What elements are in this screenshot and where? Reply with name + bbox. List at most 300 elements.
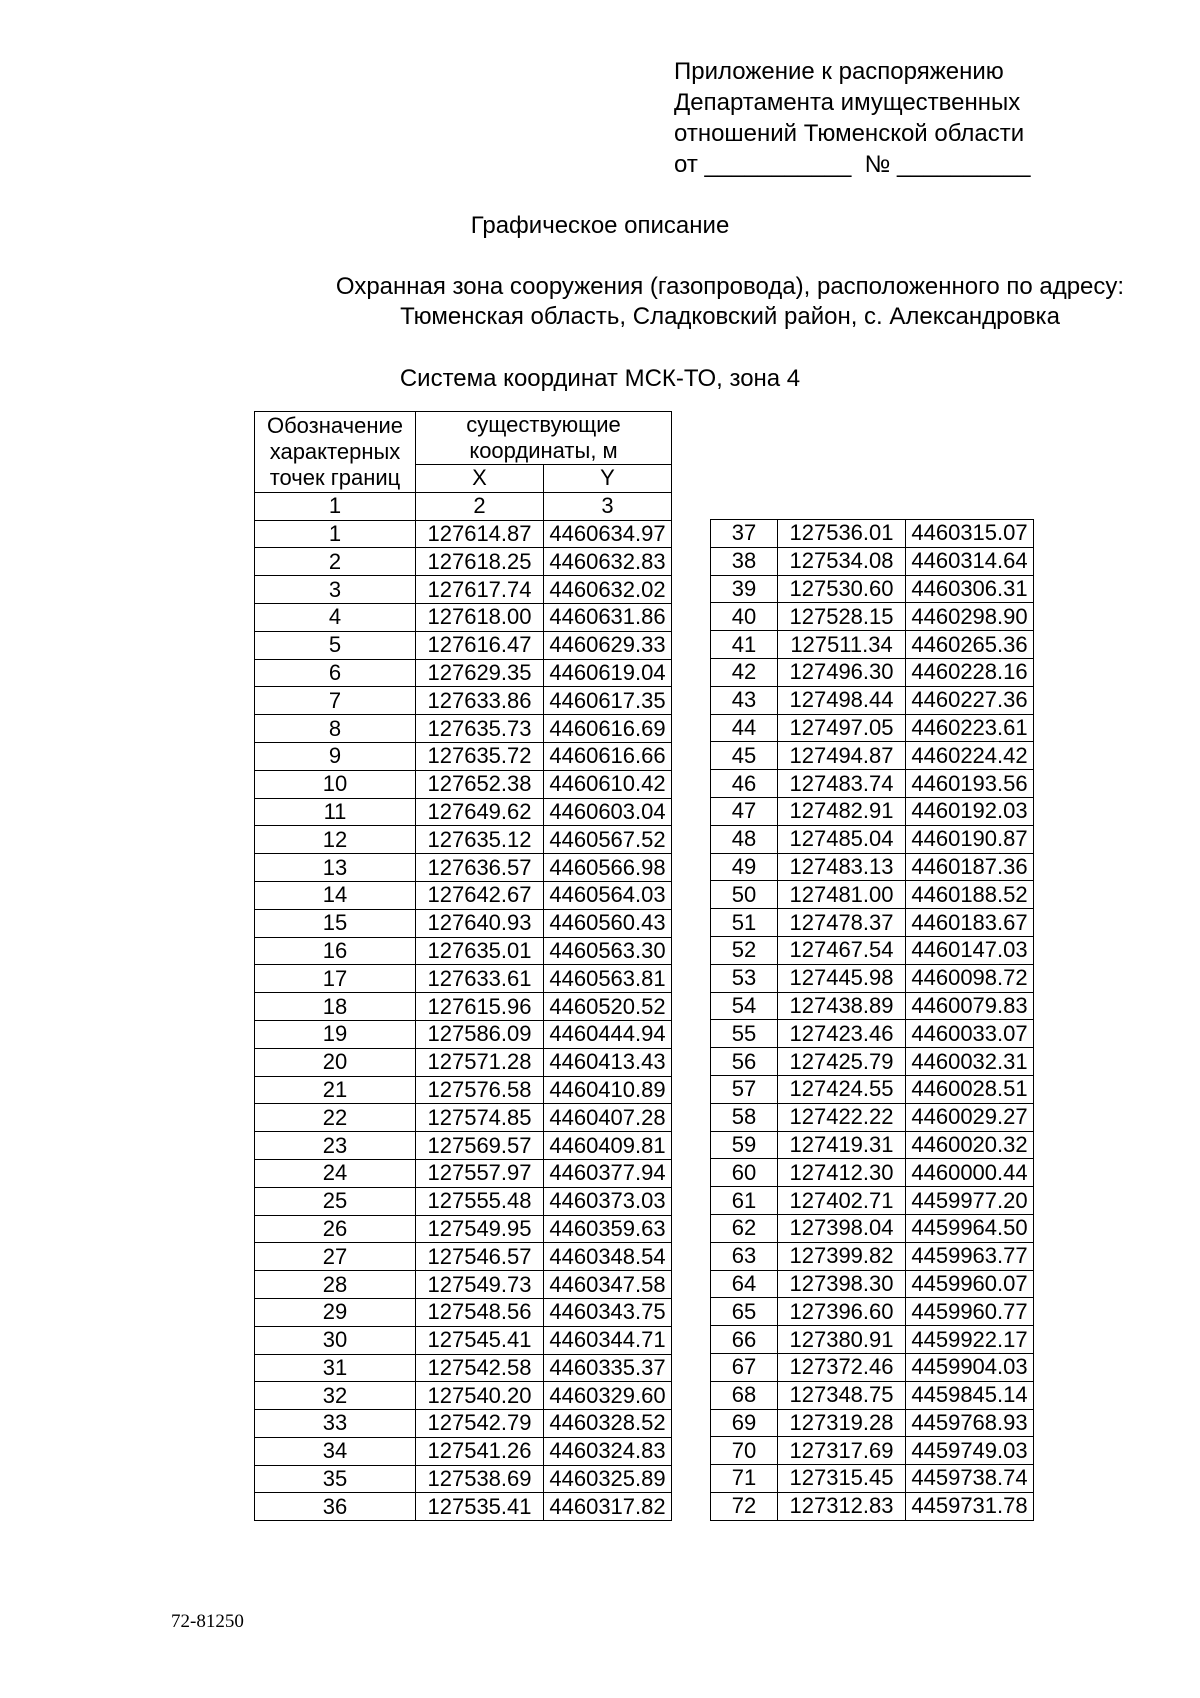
table-row [255, 965, 672, 993]
table-row [255, 798, 672, 826]
table-row [711, 1437, 1034, 1465]
table-row [711, 686, 1034, 714]
x-coordinate: 127485.04 [778, 825, 906, 853]
point-number: 21 [255, 1076, 416, 1104]
x-coordinate: 127545.41 [416, 1326, 544, 1354]
point-number: 52 [711, 936, 778, 964]
table-row [711, 797, 1034, 825]
table-row [255, 1104, 672, 1132]
table-row [255, 1243, 672, 1271]
appendix-header [674, 56, 1031, 180]
point-number: 38 [711, 547, 778, 575]
point-number: 22 [255, 1104, 416, 1132]
table-row [255, 603, 672, 631]
y-coordinate: 4460029.27 [906, 1103, 1034, 1131]
x-coordinate: 127555.48 [416, 1187, 544, 1215]
table-row [255, 687, 672, 715]
y-coordinate: 4459960.77 [906, 1298, 1034, 1326]
y-coordinate: 4460314.64 [906, 547, 1034, 575]
table-row [255, 631, 672, 659]
x-coordinate: 127542.58 [416, 1354, 544, 1382]
header-text: Обозначение [266, 412, 404, 438]
x-coordinate: 127528.15 [778, 603, 906, 631]
table-row [711, 1131, 1034, 1159]
header-line: Департамента имущественных [674, 89, 1021, 116]
point-number: 10 [255, 770, 416, 798]
x-coordinate: 127424.55 [778, 1075, 906, 1103]
y-coordinate: 4460520.52 [544, 993, 672, 1021]
point-number: 1 [255, 520, 416, 548]
x-coordinate: 127576.58 [416, 1076, 544, 1104]
table-row [711, 631, 1034, 659]
point-number: 51 [711, 909, 778, 937]
x-coordinate: 127618.00 [416, 603, 544, 631]
document-title: Графическое описание [470, 212, 730, 239]
point-number: 27 [255, 1243, 416, 1271]
y-coordinate: 4460227.36 [906, 686, 1034, 714]
point-number: 72 [711, 1492, 778, 1520]
x-coordinate: 127640.93 [416, 909, 544, 937]
table-row [711, 1020, 1034, 1048]
point-number: 44 [711, 714, 778, 742]
y-coordinate: 4460000.44 [906, 1159, 1034, 1187]
table-row [711, 1214, 1034, 1242]
y-coordinate: 4460147.03 [906, 936, 1034, 964]
y-coordinate: 4460632.83 [544, 548, 672, 576]
x-coordinate: 127616.47 [416, 631, 544, 659]
col-number: 2 [416, 492, 544, 520]
point-number: 37 [711, 520, 778, 548]
y-coordinate: 4460188.52 [906, 881, 1034, 909]
table-body-right [711, 520, 1034, 1521]
x-coordinate: 127399.82 [778, 1242, 906, 1270]
y-coordinate: 4460619.04 [544, 659, 672, 687]
x-coordinate: 127571.28 [416, 1048, 544, 1076]
x-coordinate: 127412.30 [778, 1159, 906, 1187]
x-coordinate: 127467.54 [778, 936, 906, 964]
table-row [255, 1382, 672, 1410]
table-row [255, 1298, 672, 1326]
table-row [711, 1298, 1034, 1326]
y-coordinate: 4460373.03 [544, 1187, 672, 1215]
y-coordinate: 4460228.16 [906, 658, 1034, 686]
table-row [255, 1132, 672, 1160]
table-row [255, 881, 672, 909]
header-coordinates [416, 412, 672, 465]
y-coordinate: 4459922.17 [906, 1326, 1034, 1354]
header-point-designation [255, 412, 416, 493]
y-coordinate: 4460348.54 [544, 1243, 672, 1271]
table-row [711, 1270, 1034, 1298]
y-coordinate: 4460359.63 [544, 1215, 672, 1243]
y-coordinate: 4460377.94 [544, 1159, 672, 1187]
table-row [711, 1465, 1034, 1493]
point-number: 57 [711, 1075, 778, 1103]
y-coordinate: 4460563.30 [544, 937, 672, 965]
table-row [255, 1437, 672, 1465]
x-coordinate: 127652.38 [416, 770, 544, 798]
y-coordinate: 4460616.69 [544, 715, 672, 743]
point-number: 25 [255, 1187, 416, 1215]
table-row [255, 742, 672, 770]
table-row [255, 1020, 672, 1048]
x-coordinate: 127635.72 [416, 742, 544, 770]
point-number: 31 [255, 1354, 416, 1382]
table-row [255, 520, 672, 548]
point-number: 60 [711, 1159, 778, 1187]
point-number: 50 [711, 881, 778, 909]
point-number: 14 [255, 881, 416, 909]
table-row [711, 936, 1034, 964]
table-row [255, 1354, 672, 1382]
point-number: 48 [711, 825, 778, 853]
table-row [711, 1103, 1034, 1131]
point-number: 29 [255, 1298, 416, 1326]
x-coordinate: 127494.87 [778, 742, 906, 770]
table-row [255, 909, 672, 937]
header-line: Приложение к распоряжению [674, 58, 1004, 85]
header-text: координаты, м [469, 438, 618, 463]
x-coordinate: 127497.05 [778, 714, 906, 742]
x-coordinate: 127478.37 [778, 909, 906, 937]
y-coordinate: 4459904.03 [906, 1353, 1034, 1381]
table-row [711, 825, 1034, 853]
y-coordinate: 4460616.66 [544, 742, 672, 770]
y-coordinate: 4460079.83 [906, 992, 1034, 1020]
y-coordinate: 4460032.31 [906, 1048, 1034, 1076]
x-coordinate: 127535.41 [416, 1493, 544, 1521]
x-coordinate: 127642.67 [416, 881, 544, 909]
y-coordinate: 4459963.77 [906, 1242, 1034, 1270]
point-number: 5 [255, 631, 416, 659]
point-number: 32 [255, 1382, 416, 1410]
y-coordinate: 4460617.35 [544, 687, 672, 715]
y-coordinate: 4460306.31 [906, 575, 1034, 603]
x-coordinate: 127633.61 [416, 965, 544, 993]
x-coordinate: 127541.26 [416, 1437, 544, 1465]
x-coordinate: 127617.74 [416, 576, 544, 604]
point-number: 66 [711, 1326, 778, 1354]
x-coordinate: 127422.22 [778, 1103, 906, 1131]
point-number: 7 [255, 687, 416, 715]
y-coordinate: 4460343.75 [544, 1298, 672, 1326]
y-coordinate: 4459731.78 [906, 1492, 1034, 1520]
x-coordinate: 127402.71 [778, 1187, 906, 1215]
header-line: от ___________ № __________ [674, 151, 1031, 178]
table-row [255, 1048, 672, 1076]
point-number: 47 [711, 797, 778, 825]
table-row [711, 658, 1034, 686]
point-number: 43 [711, 686, 778, 714]
y-coordinate: 4460413.43 [544, 1048, 672, 1076]
table-row [255, 1465, 672, 1493]
x-coordinate: 127319.28 [778, 1409, 906, 1437]
x-coordinate: 127481.00 [778, 881, 906, 909]
point-number: 34 [255, 1437, 416, 1465]
point-number: 20 [255, 1048, 416, 1076]
x-coordinate: 127419.31 [778, 1131, 906, 1159]
table-row [255, 659, 672, 687]
point-number: 3 [255, 576, 416, 604]
point-number: 8 [255, 715, 416, 743]
y-coordinate: 4459845.14 [906, 1381, 1034, 1409]
header-x: X [416, 465, 544, 493]
y-coordinate: 4460190.87 [906, 825, 1034, 853]
x-coordinate: 127549.73 [416, 1271, 544, 1299]
y-coordinate: 4460028.51 [906, 1075, 1034, 1103]
x-coordinate: 127398.04 [778, 1214, 906, 1242]
table-row [711, 1048, 1034, 1076]
point-number: 62 [711, 1214, 778, 1242]
table-row [711, 964, 1034, 992]
point-number: 53 [711, 964, 778, 992]
point-number: 39 [711, 575, 778, 603]
table-row [255, 1215, 672, 1243]
table-row [711, 575, 1034, 603]
y-coordinate: 4460631.86 [544, 603, 672, 631]
point-number: 18 [255, 993, 416, 1021]
point-number: 33 [255, 1410, 416, 1438]
y-coordinate: 4460020.32 [906, 1131, 1034, 1159]
x-coordinate: 127496.30 [778, 658, 906, 686]
x-coordinate: 127649.62 [416, 798, 544, 826]
table-row [711, 1353, 1034, 1381]
table-row [711, 1187, 1034, 1215]
table-row [711, 1159, 1034, 1187]
x-coordinate: 127482.91 [778, 797, 906, 825]
y-coordinate: 4460315.07 [906, 520, 1034, 548]
y-coordinate: 4459738.74 [906, 1465, 1034, 1493]
table-row [711, 520, 1034, 548]
table-row [255, 576, 672, 604]
x-coordinate: 127542.79 [416, 1410, 544, 1438]
point-number: 24 [255, 1159, 416, 1187]
point-number: 64 [711, 1270, 778, 1298]
y-coordinate: 4460347.58 [544, 1271, 672, 1299]
y-coordinate: 4460629.33 [544, 631, 672, 659]
y-coordinate: 4459964.50 [906, 1214, 1034, 1242]
x-coordinate: 127312.83 [778, 1492, 906, 1520]
table-row [255, 937, 672, 965]
y-coordinate: 4460187.36 [906, 853, 1034, 881]
y-coordinate: 4459960.07 [906, 1270, 1034, 1298]
table-row [255, 854, 672, 882]
table-row [711, 742, 1034, 770]
header-line: отношений Тюменской области [674, 120, 1025, 147]
y-coordinate: 4460329.60 [544, 1382, 672, 1410]
y-coordinate: 4460610.42 [544, 770, 672, 798]
coordinates-table-left [254, 411, 672, 1521]
table-row [255, 715, 672, 743]
table-row [255, 826, 672, 854]
point-number: 30 [255, 1326, 416, 1354]
table-row [711, 603, 1034, 631]
x-coordinate: 127396.60 [778, 1298, 906, 1326]
point-number: 40 [711, 603, 778, 631]
point-number: 4 [255, 603, 416, 631]
point-number: 65 [711, 1298, 778, 1326]
point-number: 59 [711, 1131, 778, 1159]
x-coordinate: 127483.13 [778, 853, 906, 881]
point-number: 67 [711, 1353, 778, 1381]
table-row [711, 714, 1034, 742]
point-number: 26 [255, 1215, 416, 1243]
y-coordinate: 4460033.07 [906, 1020, 1034, 1048]
x-coordinate: 127615.96 [416, 993, 544, 1021]
table-row [711, 1075, 1034, 1103]
point-number: 36 [255, 1493, 416, 1521]
x-coordinate: 127536.01 [778, 520, 906, 548]
table-row [711, 1381, 1034, 1409]
point-number: 55 [711, 1020, 778, 1048]
table-row [255, 993, 672, 1021]
y-coordinate: 4460325.89 [544, 1465, 672, 1493]
x-coordinate: 127372.46 [778, 1353, 906, 1381]
y-coordinate: 4460560.43 [544, 909, 672, 937]
x-coordinate: 127635.73 [416, 715, 544, 743]
header-text: точек границ [269, 464, 401, 490]
y-coordinate: 4460328.52 [544, 1410, 672, 1438]
y-coordinate: 4460409.81 [544, 1132, 672, 1160]
document-code: 72-81250 [171, 1611, 244, 1632]
x-coordinate: 127546.57 [416, 1243, 544, 1271]
y-coordinate: 4460566.98 [544, 854, 672, 882]
point-number: 17 [255, 965, 416, 993]
header-text: существующие [466, 412, 621, 437]
table-row [255, 1076, 672, 1104]
table-row [255, 1271, 672, 1299]
table-row [711, 992, 1034, 1020]
y-coordinate: 4459749.03 [906, 1437, 1034, 1465]
point-number: 16 [255, 937, 416, 965]
table-body-left [255, 520, 672, 1521]
x-coordinate: 127348.75 [778, 1381, 906, 1409]
y-coordinate: 4460444.94 [544, 1020, 672, 1048]
table-row [711, 1409, 1034, 1437]
point-number: 15 [255, 909, 416, 937]
x-coordinate: 127438.89 [778, 992, 906, 1020]
x-coordinate: 127557.97 [416, 1159, 544, 1187]
y-coordinate: 4460632.02 [544, 576, 672, 604]
point-number: 68 [711, 1381, 778, 1409]
table-row [711, 853, 1034, 881]
y-coordinate: 4459768.93 [906, 1409, 1034, 1437]
y-coordinate: 4460192.03 [906, 797, 1034, 825]
y-coordinate: 4460265.36 [906, 631, 1034, 659]
y-coordinate: 4460098.72 [906, 964, 1034, 992]
table-row [711, 770, 1034, 798]
x-coordinate: 127548.56 [416, 1298, 544, 1326]
x-coordinate: 127398.30 [778, 1270, 906, 1298]
table-row [711, 881, 1034, 909]
y-coordinate: 4460223.61 [906, 714, 1034, 742]
x-coordinate: 127618.25 [416, 548, 544, 576]
point-number: 11 [255, 798, 416, 826]
point-number: 42 [711, 658, 778, 686]
point-number: 41 [711, 631, 778, 659]
table-row [255, 770, 672, 798]
point-number: 61 [711, 1187, 778, 1215]
y-coordinate: 4460634.97 [544, 520, 672, 548]
point-number: 2 [255, 548, 416, 576]
x-coordinate: 127317.69 [778, 1437, 906, 1465]
y-coordinate: 4460410.89 [544, 1076, 672, 1104]
point-number: 71 [711, 1465, 778, 1493]
point-number: 28 [255, 1271, 416, 1299]
x-coordinate: 127636.57 [416, 854, 544, 882]
x-coordinate: 127380.91 [778, 1326, 906, 1354]
point-number: 49 [711, 853, 778, 881]
y-coordinate: 4460344.71 [544, 1326, 672, 1354]
point-number: 54 [711, 992, 778, 1020]
y-coordinate: 4460564.03 [544, 881, 672, 909]
y-coordinate: 4460183.67 [906, 909, 1034, 937]
y-coordinate: 4460298.90 [906, 603, 1034, 631]
x-coordinate: 127635.01 [416, 937, 544, 965]
coordinates-table-right [710, 519, 1034, 1521]
zone-description [130, 272, 1200, 332]
x-coordinate: 127534.08 [778, 547, 906, 575]
table-row [711, 1492, 1034, 1520]
point-number: 12 [255, 826, 416, 854]
point-number: 23 [255, 1132, 416, 1160]
x-coordinate: 127549.95 [416, 1215, 544, 1243]
table-row [255, 1187, 672, 1215]
x-coordinate: 127445.98 [778, 964, 906, 992]
point-number: 9 [255, 742, 416, 770]
x-coordinate: 127574.85 [416, 1104, 544, 1132]
coordinate-system-label: Система координат МСК-ТО, зона 4 [399, 365, 801, 392]
x-coordinate: 127511.34 [778, 631, 906, 659]
x-coordinate: 127315.45 [778, 1465, 906, 1493]
point-number: 19 [255, 1020, 416, 1048]
point-number: 69 [711, 1409, 778, 1437]
header-y: Y [544, 465, 672, 493]
x-coordinate: 127633.86 [416, 687, 544, 715]
y-coordinate: 4460567.52 [544, 826, 672, 854]
point-number: 58 [711, 1103, 778, 1131]
x-coordinate: 127483.74 [778, 770, 906, 798]
table-row [711, 547, 1034, 575]
y-coordinate: 4460324.83 [544, 1437, 672, 1465]
table-row [255, 1159, 672, 1187]
x-coordinate: 127635.12 [416, 826, 544, 854]
x-coordinate: 127614.87 [416, 520, 544, 548]
table-row [255, 548, 672, 576]
x-coordinate: 127423.46 [778, 1020, 906, 1048]
x-coordinate: 127629.35 [416, 659, 544, 687]
x-coordinate: 127538.69 [416, 1465, 544, 1493]
y-coordinate: 4460603.04 [544, 798, 672, 826]
table-row [711, 909, 1034, 937]
point-number: 6 [255, 659, 416, 687]
zone-line-2: Тюменская область, Сладковский район, с. Александровка [400, 303, 1060, 330]
header-text: характерных [269, 438, 401, 464]
col-number: 3 [544, 492, 672, 520]
table-row [255, 1493, 672, 1521]
y-coordinate: 4460335.37 [544, 1354, 672, 1382]
point-number: 45 [711, 742, 778, 770]
table-row [255, 1410, 672, 1438]
y-coordinate: 4460193.56 [906, 770, 1034, 798]
x-coordinate: 127530.60 [778, 575, 906, 603]
col-number: 1 [255, 492, 416, 520]
table-row [711, 1242, 1034, 1270]
x-coordinate: 127569.57 [416, 1132, 544, 1160]
y-coordinate: 4460317.82 [544, 1493, 672, 1521]
table-row [711, 1326, 1034, 1354]
y-coordinate: 4460563.81 [544, 965, 672, 993]
